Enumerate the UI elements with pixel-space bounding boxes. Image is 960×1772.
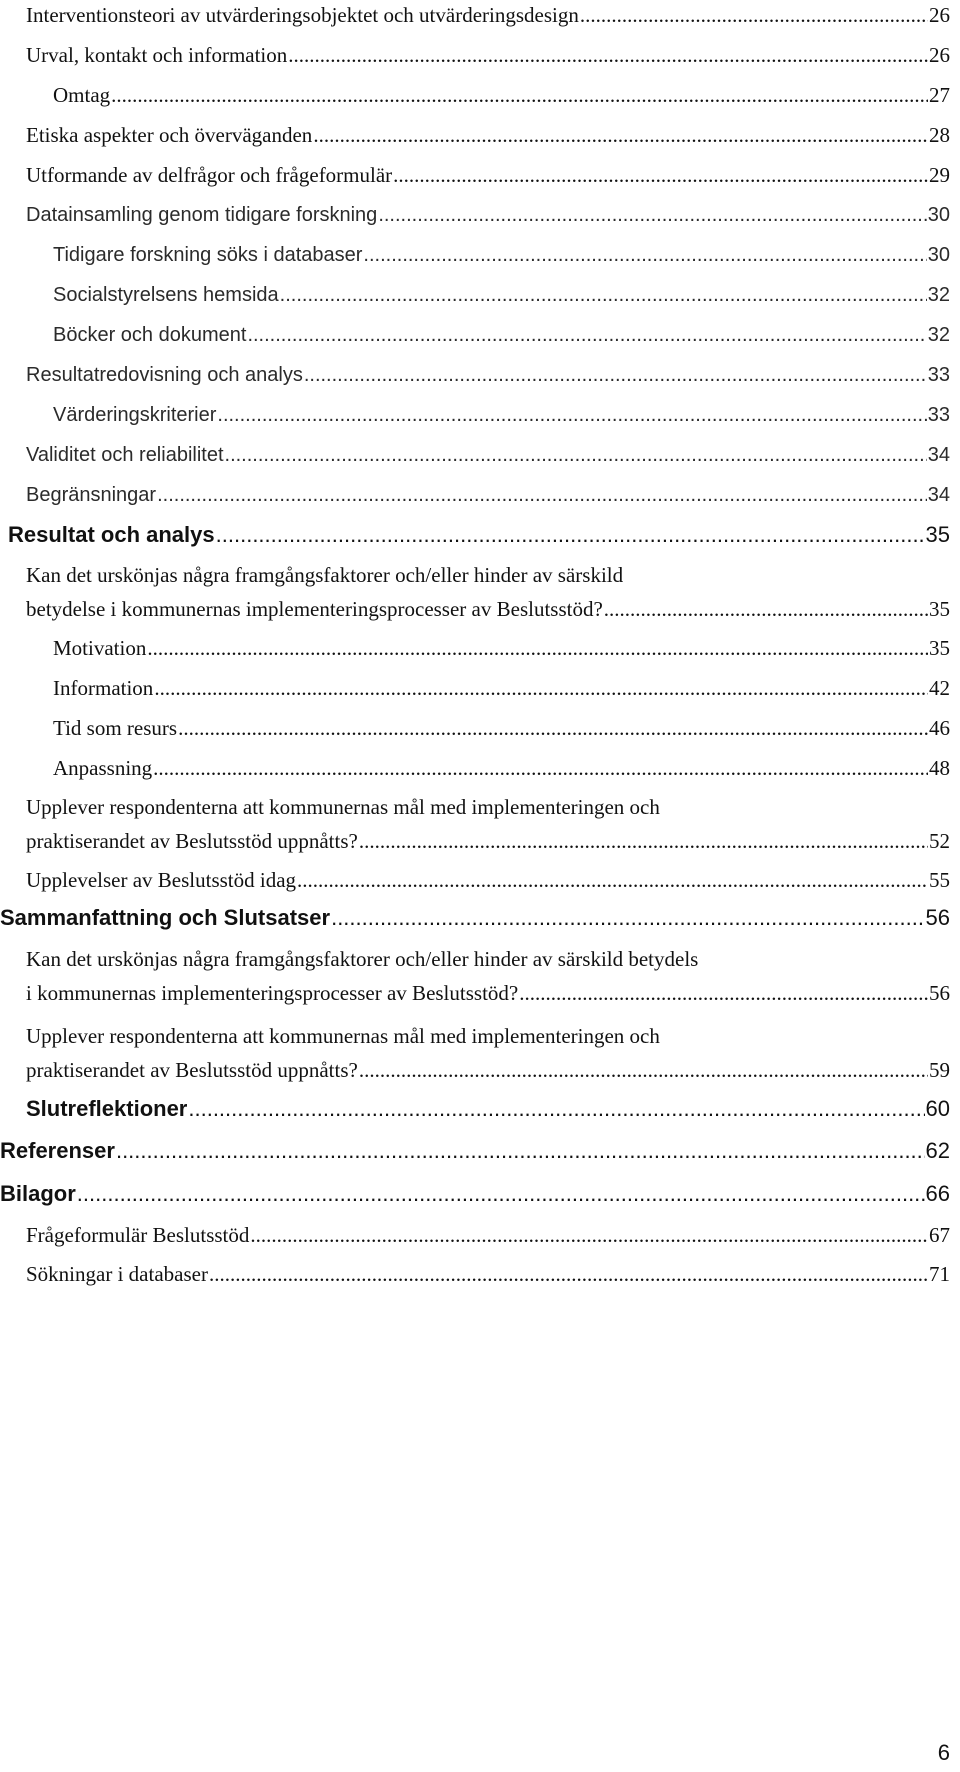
page-number: 6 [937, 1740, 950, 1765]
toc-entry-page: 55 [929, 868, 950, 892]
toc-entry [53, 284, 950, 307]
toc-entry [53, 636, 950, 661]
toc-entry-title: Socialstyrelsens hemsida [53, 284, 279, 306]
toc-entry-page: 34 [927, 444, 950, 466]
dot-leader [217, 404, 926, 427]
toc-entry-page: 30 [927, 204, 950, 226]
toc-entry-title: praktiserandet av Beslutsstöd uppnåtts? [26, 829, 358, 853]
toc-entry-page: 35 [929, 636, 950, 660]
toc-entry-page: 32 [927, 284, 950, 306]
toc-entry-title: Upplevelser av Beslutsstöd idag [26, 868, 297, 892]
toc-entry-page: 26 [929, 43, 950, 67]
toc-entry-page: 35 [929, 597, 950, 621]
dot-leader [209, 1262, 928, 1287]
toc-entry [26, 597, 950, 622]
toc-entry-title: Anpassning [53, 756, 153, 780]
toc-entry-page: 28 [929, 123, 950, 147]
toc-heading [0, 1138, 950, 1164]
toc-entry-title: Motivation [53, 636, 147, 660]
dot-leader [313, 123, 928, 148]
toc-entry-first-line: Upplever respondenterna att kommunernas mål med implementeringen och [26, 795, 660, 819]
toc-entry-title: i kommunernas implementeringsprocesser av Beslutsstöd? [26, 981, 519, 1005]
dot-leader [363, 244, 926, 267]
dot-leader [359, 1058, 928, 1083]
toc-entry-title: Frågeformulär Beslutsstöd [26, 1223, 250, 1247]
toc-entry-page: 34 [927, 484, 950, 506]
toc-entry-page: 42 [929, 676, 950, 700]
toc-entry [26, 364, 950, 387]
toc-entry [53, 324, 950, 347]
toc-entry [26, 868, 950, 893]
toc-entry [26, 484, 950, 507]
toc-entry-title: Etiska aspekter och överväganden [26, 123, 313, 147]
dot-leader [153, 756, 928, 781]
toc-entry-page: 32 [927, 324, 950, 346]
toc-entry-title: Sökningar i databaser [26, 1262, 208, 1286]
dot-leader [304, 364, 927, 387]
dot-leader [216, 522, 925, 548]
toc-entry-title: Böcker och dokument [53, 324, 247, 346]
toc-entry [53, 404, 950, 427]
dot-leader [247, 324, 926, 347]
toc-entry-page: 33 [927, 364, 950, 386]
dot-leader [519, 981, 928, 1006]
dot-leader [288, 43, 928, 68]
toc-entry-page: 71 [929, 1262, 950, 1286]
toc-entry [26, 204, 950, 227]
toc-entry-title: Datainsamling genom tidigare forskning [26, 204, 378, 226]
toc-entry-page: 30 [927, 244, 950, 266]
toc-heading-title: Sammanfattning och Slutsatser [0, 905, 331, 930]
toc-entry-page: 48 [929, 756, 950, 780]
toc-entry [53, 716, 950, 741]
toc-entry-first-line: Kan det urskönjas några framgångsfaktorer och/eller hinder av särskild [26, 563, 624, 587]
dot-leader [154, 676, 928, 701]
toc-entry [26, 163, 950, 188]
toc-entry [53, 676, 950, 701]
dot-leader [157, 484, 927, 507]
toc-entry-page: 67 [929, 1223, 950, 1247]
toc-entry-title: Resultatredovisning och analys [26, 364, 303, 386]
toc-entry [26, 3, 950, 28]
toc-heading-title: Slutreflektioner [26, 1096, 188, 1121]
toc-entry [26, 123, 950, 148]
toc-entry-title: Information [53, 676, 154, 700]
toc-entry-page: 59 [929, 1058, 950, 1082]
toc-entry [26, 444, 950, 467]
toc-entry-page: 29 [929, 163, 950, 187]
toc-heading-page: 62 [925, 1138, 950, 1163]
toc-entry-title: Tidigare forskning söks i databaser [53, 244, 363, 266]
dot-leader [297, 868, 928, 893]
toc-entry [53, 244, 950, 267]
toc-entry [26, 1262, 950, 1287]
toc-heading-title: Resultat och analys [8, 522, 215, 547]
toc-heading-page: 66 [925, 1181, 950, 1206]
toc-heading [0, 905, 950, 931]
toc-entry [26, 43, 950, 68]
toc-entry-title: Urval, kontakt och information [26, 43, 288, 67]
dot-leader [147, 636, 928, 661]
toc-heading-title: Bilagor [0, 1181, 76, 1206]
toc-entry-page: 33 [927, 404, 950, 426]
toc-entry-page: 56 [929, 981, 950, 1005]
toc-heading-page: 56 [925, 905, 950, 930]
toc-heading-title: Referenser [0, 1138, 115, 1163]
toc-entry [26, 1058, 950, 1083]
toc-entry-title: betydelse i kommunernas implementeringsprocesser av Beslutsstöd? [26, 597, 603, 621]
dot-leader [250, 1223, 928, 1248]
dot-leader [378, 204, 926, 227]
toc-entry-page: 26 [929, 3, 950, 27]
toc-heading [8, 522, 950, 548]
dot-leader [178, 716, 928, 741]
dot-leader [188, 1096, 924, 1122]
toc-entry-page: 52 [929, 829, 950, 853]
toc-entry-title: praktiserandet av Beslutsstöd uppnåtts? [26, 1058, 358, 1082]
dot-leader [225, 444, 927, 467]
toc-entry-title: Interventionsteori av utvärderingsobjektet och utvärderingsdesign [26, 3, 579, 27]
toc-heading-page: 35 [925, 522, 950, 547]
toc-entry [26, 1223, 950, 1248]
dot-leader [331, 905, 924, 931]
toc-entry-first-line: Kan det urskönjas några framgångsfaktorer och/eller hinder av särskild betydels [26, 947, 699, 971]
toc-entry-first-line: Upplever respondenterna att kommunernas mål med implementeringen och [26, 1024, 660, 1048]
toc-heading [0, 1181, 950, 1207]
dot-leader [116, 1138, 925, 1164]
toc-entry-title: Omtag [53, 83, 111, 107]
toc-entry [53, 83, 950, 108]
dot-leader [280, 284, 927, 307]
dot-leader [111, 83, 928, 108]
toc-entry-title: Validitet och reliabilitet [26, 444, 224, 466]
dot-leader [393, 163, 928, 188]
toc-heading-page: 60 [925, 1096, 950, 1121]
toc-heading [26, 1096, 950, 1122]
dot-leader [580, 3, 928, 28]
toc-entry [26, 981, 950, 1006]
dot-leader [359, 829, 928, 854]
toc-entry-page: 27 [929, 83, 950, 107]
toc-entry [53, 756, 950, 781]
toc-entry-title: Tid som resurs [53, 716, 178, 740]
dot-leader [77, 1181, 925, 1207]
toc-entry-title: Begränsningar [26, 484, 157, 506]
toc-entry [26, 829, 950, 854]
toc-entry-page: 46 [929, 716, 950, 740]
toc-entry-title: Utformande av delfrågor och frågeformulär [26, 163, 393, 187]
dot-leader [604, 597, 928, 622]
toc-entry-title: Värderingskriterier [53, 404, 217, 426]
